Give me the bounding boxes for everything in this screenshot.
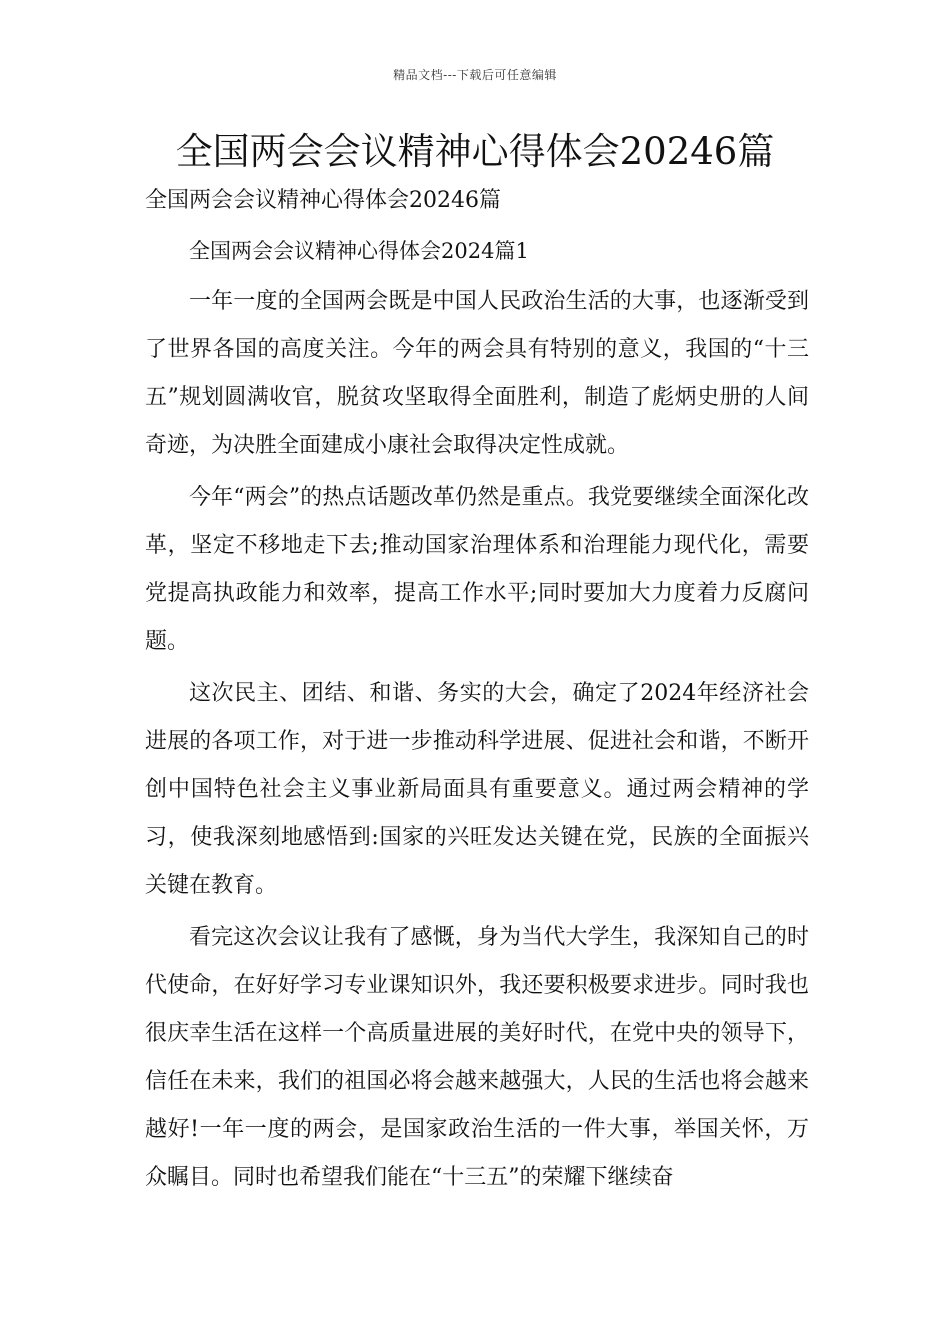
paragraph-3: 这次民主、团结、和谐、务实的大会，确定了2024年经济社会进展的各项工作，对于进一步推动科学进展、促进社会和谐，不断开创中国特色社会主义事业新局面具有重要意义。通过两会精神的学习，使我深刻地感悟到:国家的兴旺发达关键在党，民族的全面振兴关键在教育。	[145, 681, 809, 898]
page-header-note: 精品文档---下载后可任意编辑	[393, 68, 557, 82]
document-subtitle: 全国两会会议精神心得体会20246篇	[145, 188, 501, 213]
paragraph-4: 看完这次会议让我有了感慨，身为当代大学生，我深知自己的时代使命，在好好学习专业课知识外，我还要积极要求进步。同时我也很庆幸生活在这样一个高质量进展的美好时代，在党中央的领导下，信任在未来，我们的祖国必将会越来越强大，人民的生活也将会越来越好!一年一度的两会，是国家政治生活的一件大事，举国关怀，万众瞩目。同时也希望我们能在“十三五”的荣耀下继续奋	[145, 925, 809, 1190]
document-title: 全国两会会议精神心得体会20246篇	[175, 130, 775, 173]
paragraph-1: 一年一度的全国两会既是中国人民政治生活的大事，也逐渐受到了世界各国的高度关注。今年的两会具有特别的意义，我国的“十三五”规划圆满收官，脱贫攻坚取得全面胜利，制造了彪炳史册的人间奇迹，为决胜全面建成小康社会取得决定性成就。	[145, 289, 809, 458]
document-body	[145, 180, 809, 1202]
section-heading: 全国两会会议精神心得体会2024篇1	[189, 239, 529, 263]
paragraph-2: 今年“两会”的热点话题改革仍然是重点。我党要继续全面深化改革，坚定不移地走下去;推动国家治理体系和治理能力现代化，需要党提高执政能力和效率，提高工作水平;同时要加大力度着力反腐问题。	[145, 485, 809, 654]
